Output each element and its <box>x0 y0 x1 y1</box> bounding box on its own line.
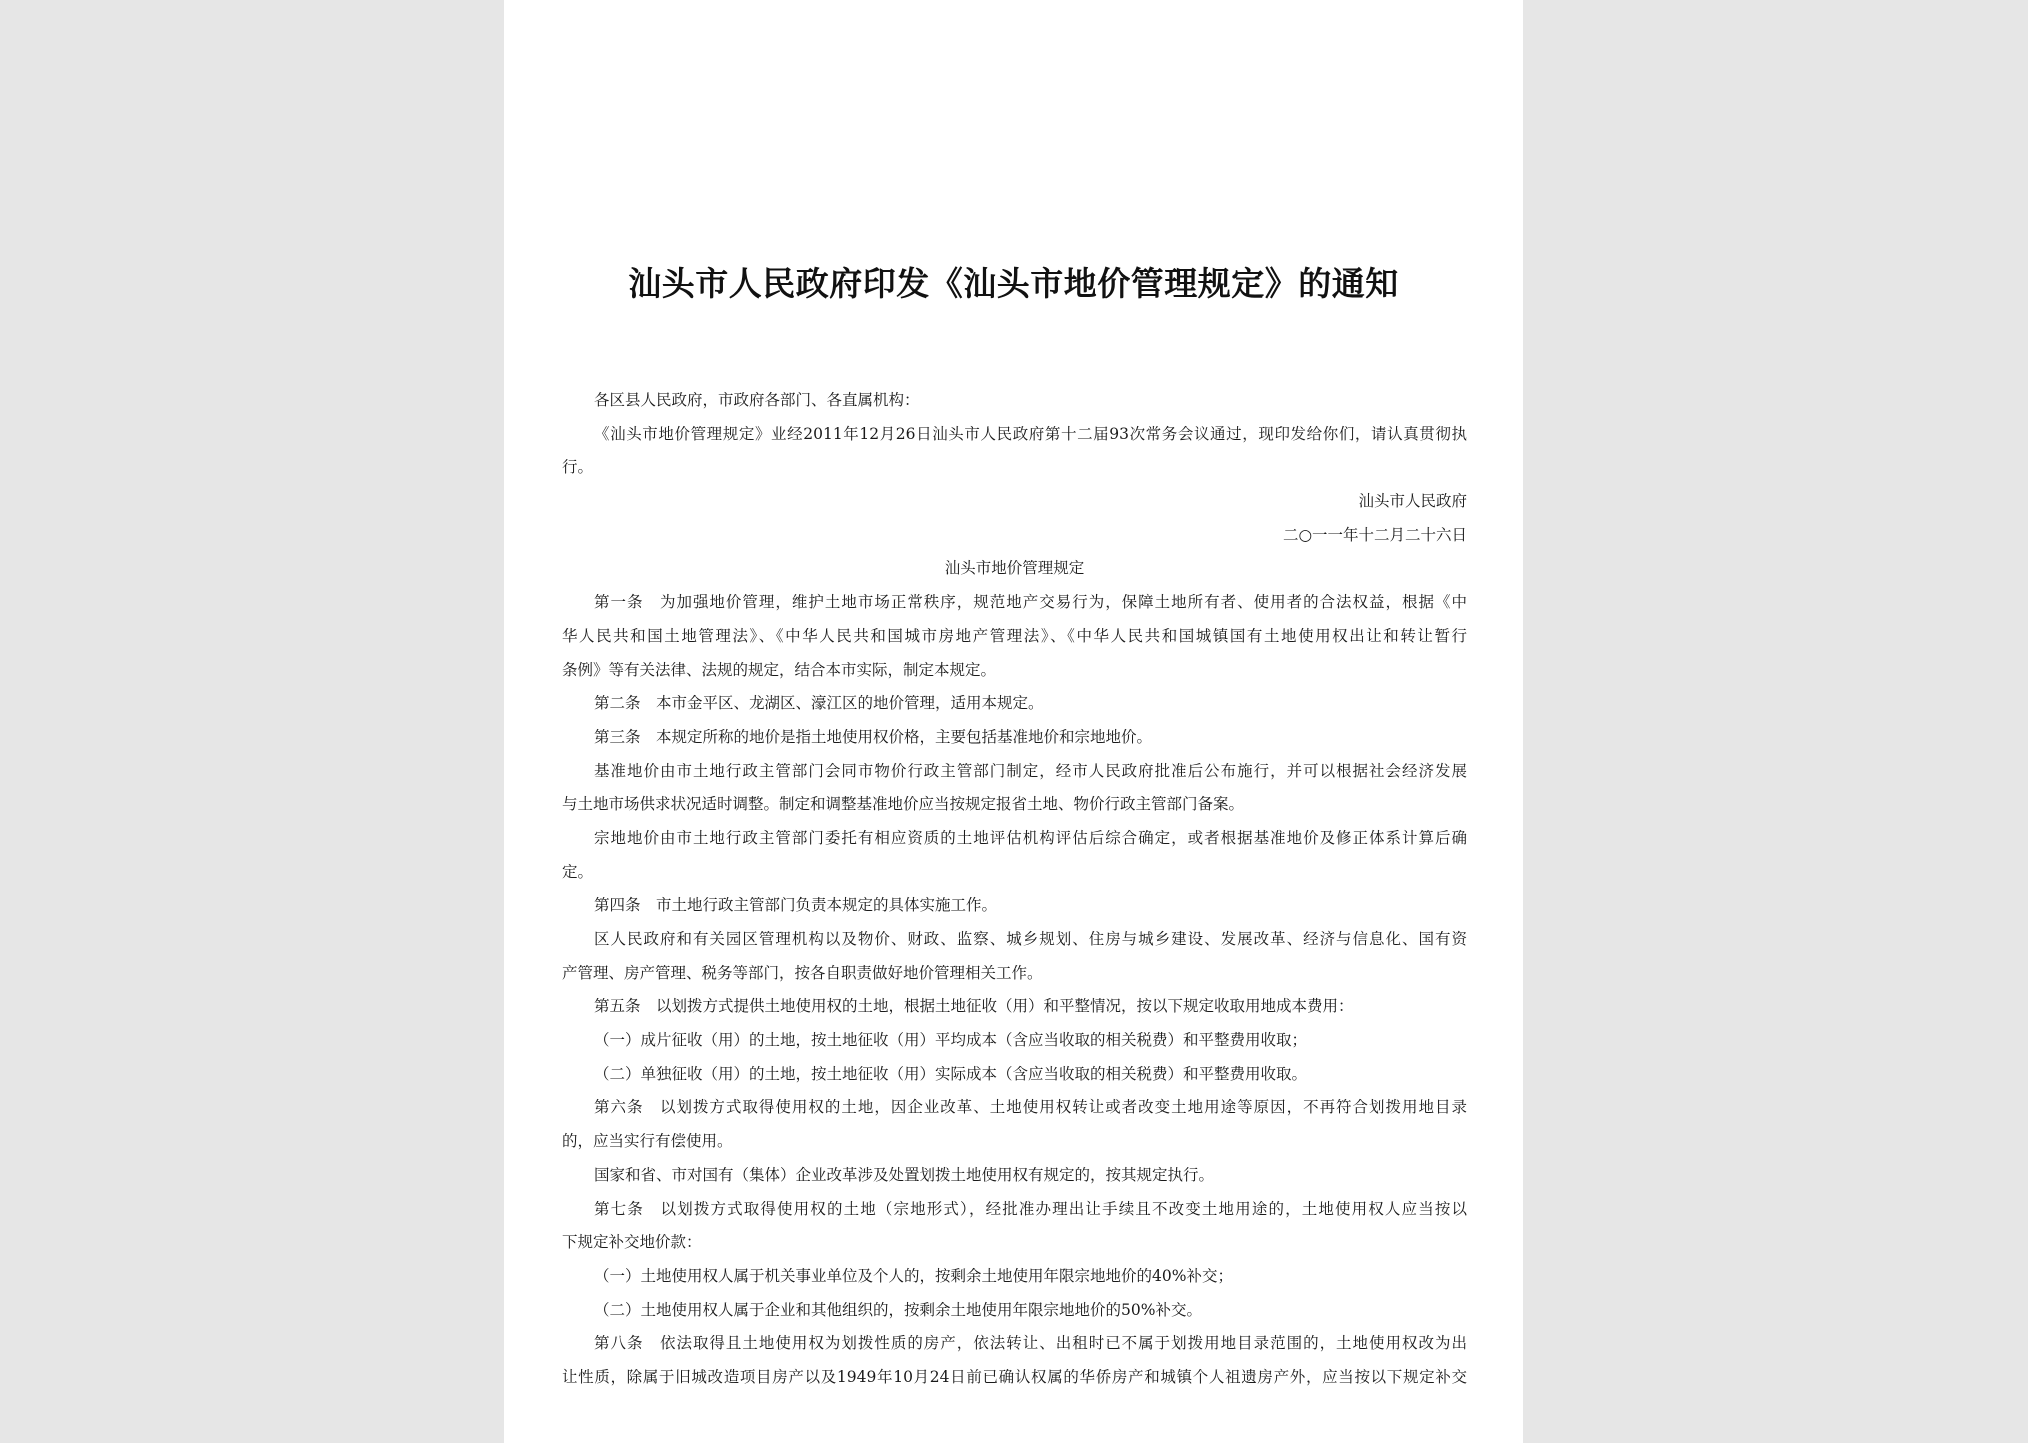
text-line: 各区县人民政府，市政府各部门、各直属机构： <box>594 391 920 409</box>
text-line: 行。 <box>562 458 594 477</box>
text-line: 第六条 以划拨方式取得使用权的土地，因企业改革、土地使用权转让或者改变土地用途等原因，不再符合划拨用地目录 <box>594 1098 1467 1117</box>
text-line: 第二条 本市金平区、龙湖区、濠江区的地价管理，适用本规定。 <box>594 694 1044 713</box>
text-line: 华人民共和国土地管理法》、《中华人民共和国城市房地产管理法》、《中华人民共和国城镇国有土地使用权出让和转让暂行 <box>562 626 1467 645</box>
text-line: 宗地地价由市土地行政主管部门委托有相应资质的土地评估机构评估后综合确定，或者根据基准地价及修正体系计算后确 <box>594 828 1467 847</box>
text-line: 基准地价由市土地行政主管部门会同市物价行政主管部门制定，经市人民政府批准后公布施行，并可以根据社会经济发展 <box>594 761 1467 780</box>
text-line: 第一条 为加强地价管理，维护土地市场正常秩序，规范地产交易行为，保障土地所有者、使用者的合法权益，根据《中 <box>594 593 1467 612</box>
text-line: 条例》等有关法律、法规的规定，结合本市实际，制定本规定。 <box>562 660 997 679</box>
text-line: 第三条 本规定所称的地价是指土地使用权价格，主要包括基准地价和宗地地价。 <box>594 727 1153 746</box>
text-line: 第五条 以划拨方式提供土地使用权的土地，根据土地征收（用）和平整情况，按以下规定收取用地成本费用： <box>594 997 1354 1016</box>
text-line: 汕头市人民政府 <box>1358 492 1467 511</box>
text-line: 的，应当实行有偿使用。 <box>562 1132 733 1151</box>
text-line: 第八条 依法取得且土地使用权为划拨性质的房产，依法转让、出租时已不属于划拨用地目录范围的，土地使用权改为出 <box>594 1334 1467 1353</box>
text-line: 《汕头市地价管理规定》业经2011年12月26日汕头市人民政府第十二届93次常务会议通过，现印发给你们，请认真贯彻执 <box>594 424 1467 443</box>
text-line: 下规定补交地价款： <box>562 1233 702 1252</box>
text-line: 汕头市地价管理规定 <box>944 559 1085 578</box>
document-page <box>504 0 1523 1443</box>
text-line: 第七条 以划拨方式取得使用权的土地（宗地形式），经批准办理出让手续且不改变土地用途的，土地使用权人应当按以 <box>594 1199 1467 1218</box>
document-title: 汕头市人民政府印发《汕头市地价管理规定》的通知 <box>628 264 1399 303</box>
text-line: 二○一一年十二月二十六日 <box>1282 525 1467 544</box>
text-line: 与土地市场供求状况适时调整。制定和调整基准地价应当按规定报省土地、物价行政主管部门备案。 <box>562 795 1245 814</box>
text-line: 定。 <box>562 862 594 881</box>
text-line: 第四条 市土地行政主管部门负责本规定的具体实施工作。 <box>594 896 998 915</box>
text-line: （一）土地使用权人属于机关事业单位及个人的，按剩余土地使用年限宗地地价的40%补交； <box>594 1266 1233 1285</box>
text-line: （一）成片征收（用）的土地，按土地征收（用）平均成本（含应当收取的相关税费）和平整费用收取； <box>594 1031 1308 1050</box>
text-line: 国家和省、市对国有（集体）企业改革涉及处置划拨土地使用权有规定的，按其规定执行。 <box>594 1165 1215 1184</box>
text-line: （二）单独征收（用）的土地，按土地征收（用）实际成本（含应当收取的相关税费）和平整费用收取。 <box>594 1064 1308 1083</box>
document-body <box>562 384 1467 1395</box>
text-line: 让性质，除属于旧城改造项目房产以及1949年10月24日前已确认权属的华侨房产和城镇个人祖遗房产外，应当按以下规定补交 <box>562 1367 1467 1386</box>
text-line: 区人民政府和有关园区管理机构以及物价、财政、监察、城乡规划、住房与城乡建设、发展改革、经济与信息化、国有资 <box>594 930 1467 948</box>
text-line: 产管理、房产管理、税务等部门，按各自职责做好地价管理相关工作。 <box>562 963 1043 982</box>
text-line: （二）土地使用权人属于企业和其他组织的，按剩余土地使用年限宗地地价的50%补交。 <box>594 1300 1202 1319</box>
